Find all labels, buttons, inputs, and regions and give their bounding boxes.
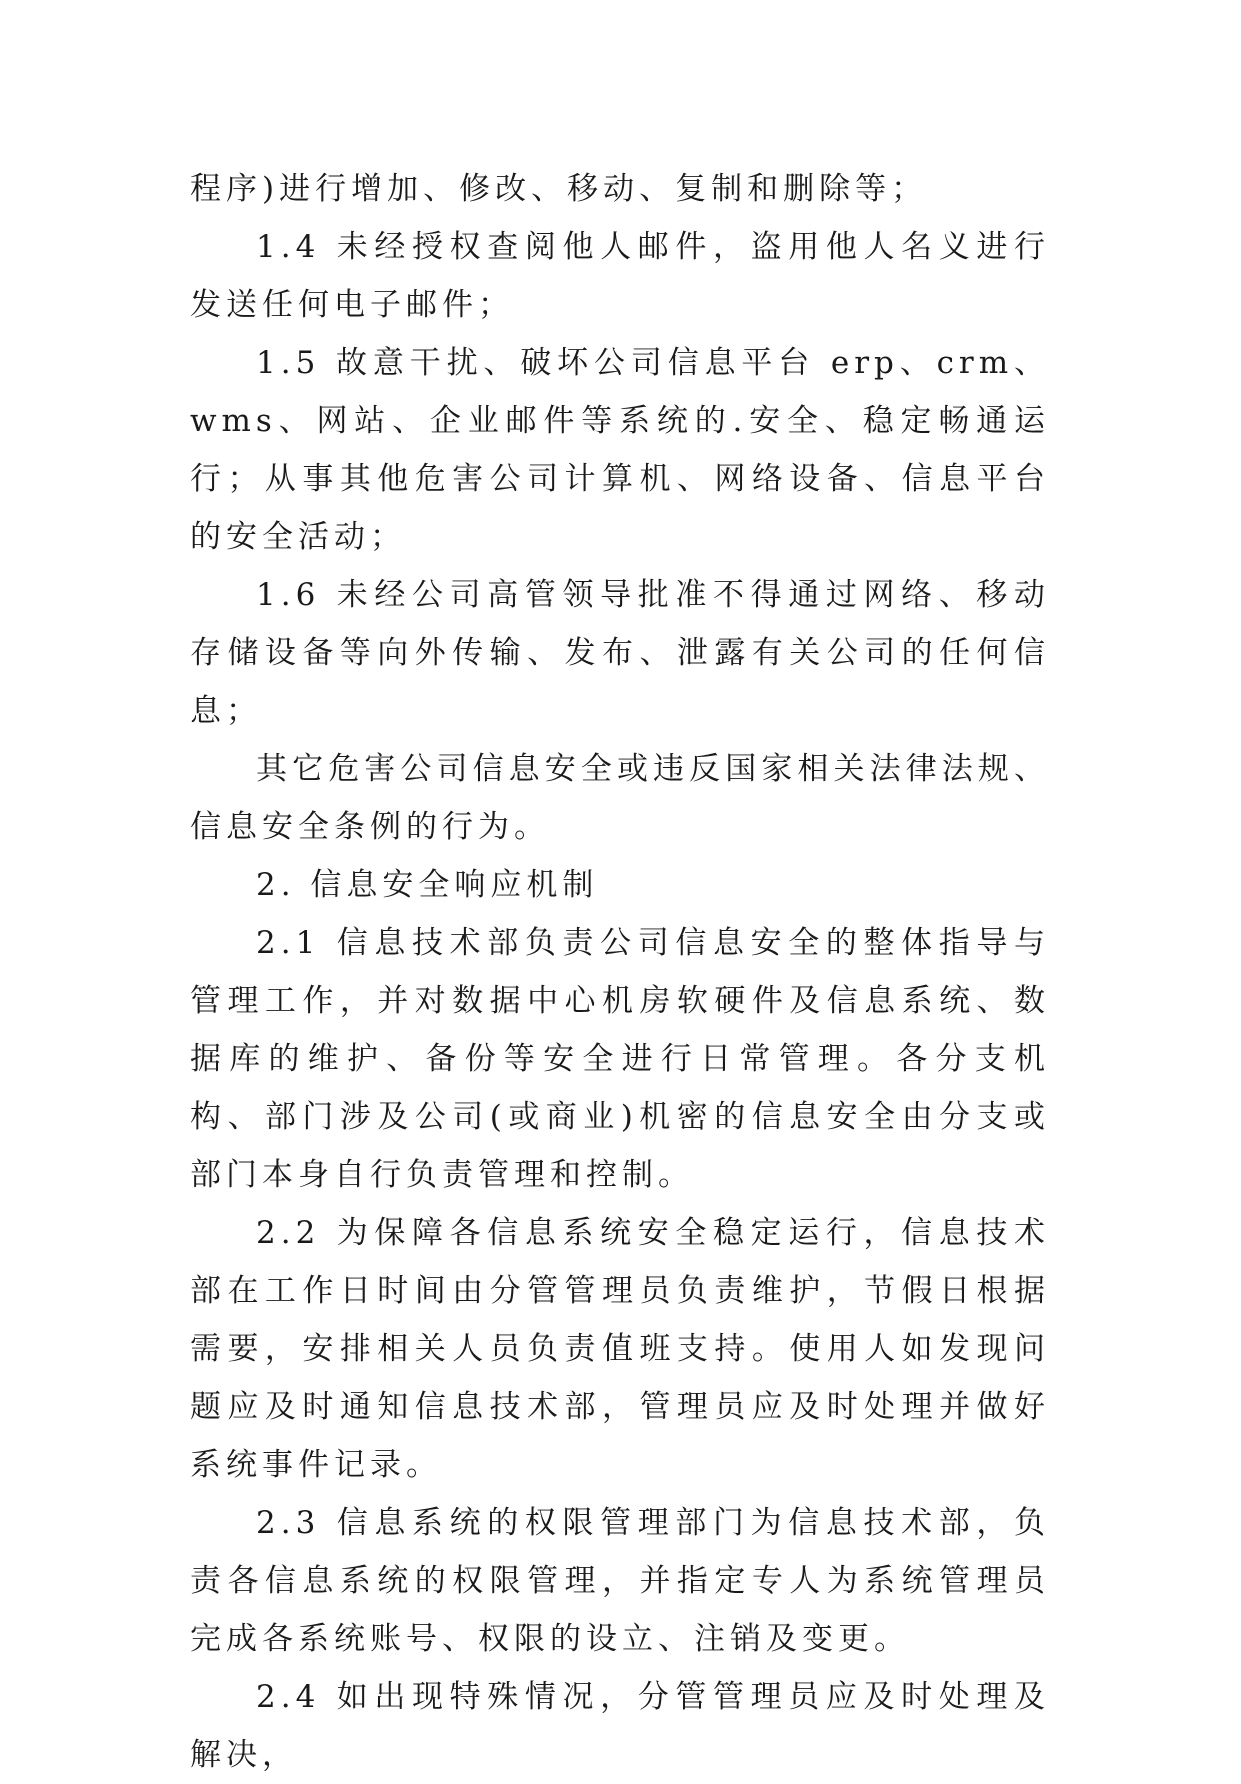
paragraph-2-4: 2.4 如出现特殊情况，分管管理员应及时处理及解决， <box>190 1679 1050 1773</box>
paragraph-1-6: 1.6 未经公司高管领导批准不得通过网络、移动存储设备等向外传输、发布、泄露有关公司的任何信息； <box>190 577 1050 729</box>
document-body <box>190 160 1050 1784</box>
paragraph-2-2: 2.2 为保障各信息系统安全稳定运行，信息技术部在工作日时间由分管管理员负责维护，节假日根据需要，安排相关人员负责值班支持。使用人如发现问题应及时通知信息技术部，管理员应及时处理并做好系统事件记录。 <box>190 1215 1050 1483</box>
paragraph-other: 其它危害公司信息安全或违反国家相关法律法规、信息安全条例的行为。 <box>190 751 1050 845</box>
paragraph-2-1: 2.1 信息技术部负责公司信息安全的整体指导与管理工作，并对数据中心机房软硬件及信息系统、数据库的维护、备份等安全进行日常管理。各分支机构、部门涉及公司(或商业)机密的信息安全由分支或部门本身自行负责管理和控制。 <box>190 925 1050 1193</box>
paragraph-2-3: 2.3 信息系统的权限管理部门为信息技术部，负责各信息系统的权限管理，并指定专人为系统管理员完成各系统账号、权限的设立、注销及变更。 <box>190 1505 1050 1657</box>
section-heading-2: 2. 信息安全响应机制 <box>256 867 599 903</box>
paragraph-continuation: 程序)进行增加、修改、移动、复制和删除等； <box>190 171 928 207</box>
paragraph-1-5: 1.5 故意干扰、破坏公司信息平台 erp、crm、wms、网站、企业邮件等系统的.安全、稳定畅通运行；从事其他危害公司计算机、网络设备、信息平台的安全活动； <box>190 345 1050 555</box>
paragraph-1-4: 1.4 未经授权查阅他人邮件，盗用他人名义进行发送任何电子邮件； <box>190 229 1050 323</box>
